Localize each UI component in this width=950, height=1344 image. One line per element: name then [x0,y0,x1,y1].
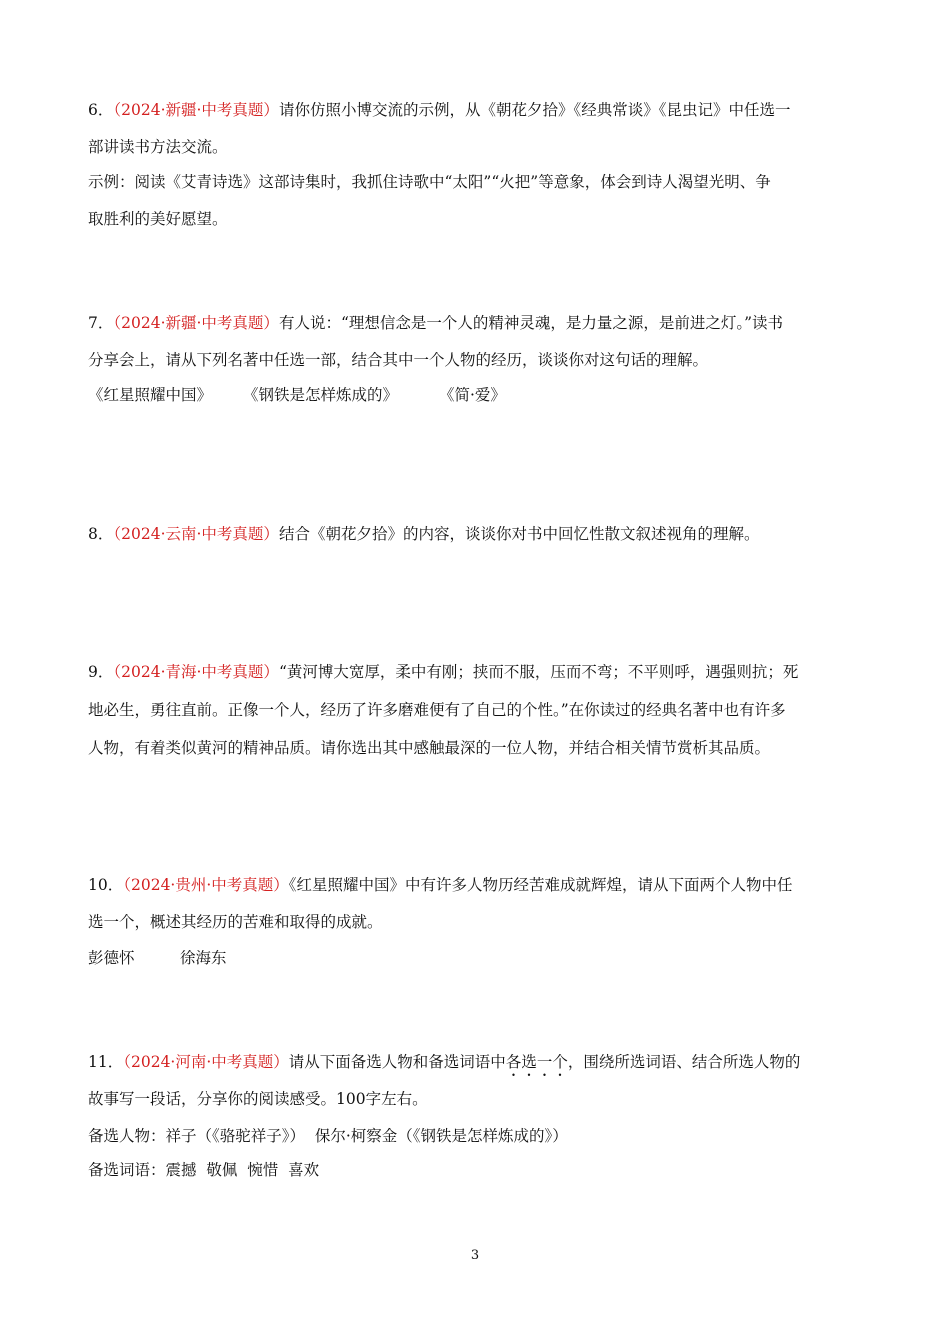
question-8-line-1 [88,522,759,544]
question-text: 请你仿照小博交流的示例，从《朝花夕拾》《经典常谈》《昆虫记》中任选一 [278,101,791,119]
question-number: 10． [88,876,124,894]
question-10-line-1 [88,873,793,895]
example-text: 示例：阅读《艾青诗选》这部诗集时，我抓住诗歌中“太阳”“火把”等意象，体会到诗人渴望光明、争 [88,173,771,191]
person-option: 彭德怀 [88,949,135,967]
person-options [88,946,227,968]
question-number: 6． [88,101,114,119]
question-text: ，围绕所选词语、结合所选人物的 [567,1053,801,1071]
question-text: 故事写一段话，分享你的阅读感受。100字左右。 [88,1090,428,1108]
candidate-persons: 备选人物：祥子（《骆驼祥子》） 保尔·柯察金（《钢铁是怎样炼成的》） [88,1127,568,1145]
question-source: （2024·新疆·中考真题） [113,101,279,119]
question-source: （2024·河南·中考真题） [123,1053,289,1071]
page-number: 3 [470,1248,480,1263]
question-11-line-1 [88,1050,800,1080]
book-options [88,383,506,405]
question-number: 8． [88,525,114,543]
question-text: 地必生，勇往直前。正像一个人，经历了许多磨难便有了自己的个性。”在你读过的经典名著中也有许多 [88,701,786,719]
question-9-line-1 [88,660,798,682]
question-number: 7． [88,314,114,332]
question-text: 有人说：“理想信念是一个人的精神灵魂，是力量之源，是前进之灯。”读书 [278,314,784,332]
question-text: “黄河博大宽厚，柔中有刚；挟而不服，压而不弯；不平则呼，遇强则抗；死 [278,663,799,681]
question-source: （2024·贵州·中考真题） [123,876,289,894]
question-source: （2024·云南·中考真题） [113,525,279,543]
question-text: 人物，有着类似黄河的精神品质。请你选出其中感触最深的一位人物，并结合相关情节赏析其品质。 [88,739,771,757]
question-source: （2024·青海·中考真题） [113,663,279,681]
question-number: 9． [88,663,114,681]
question-text: 部讲读书方法交流。 [88,138,228,156]
candidate-words: 备选词语：震撼 敬佩 惋惜 喜欢 [88,1161,320,1179]
person-option: 徐海东 [180,949,227,967]
question-text: 《红星照耀中国》中有许多人物历经苦难成就辉煌，请从下面两个人物中任 [288,876,793,894]
question-source: （2024·新疆·中考真题） [113,314,279,332]
book-option: 《钢铁是怎样炼成的》 [243,386,399,404]
emphasized-text: 各选一个 [505,1053,568,1071]
book-option: 《简·爱》 [439,386,506,404]
book-option: 《红星照耀中国》 [88,386,213,404]
question-text: 请从下面备选人物和备选词语中 [288,1053,506,1071]
question-text: 分享会上，请从下列名著中任选一部，结合其中一个人物的经历，谈谈你对这句话的理解。 [88,351,709,369]
question-6-line-1 [88,98,790,120]
question-text: 选一个，概述其经历的苦难和取得的成就。 [88,913,383,931]
question-number: 11． [88,1053,124,1071]
question-7-line-1 [88,311,783,333]
question-text: 结合《朝花夕拾》的内容，谈谈你对书中回忆性散文叙述视角的理解。 [278,525,760,543]
example-text: 取胜利的美好愿望。 [88,210,228,228]
